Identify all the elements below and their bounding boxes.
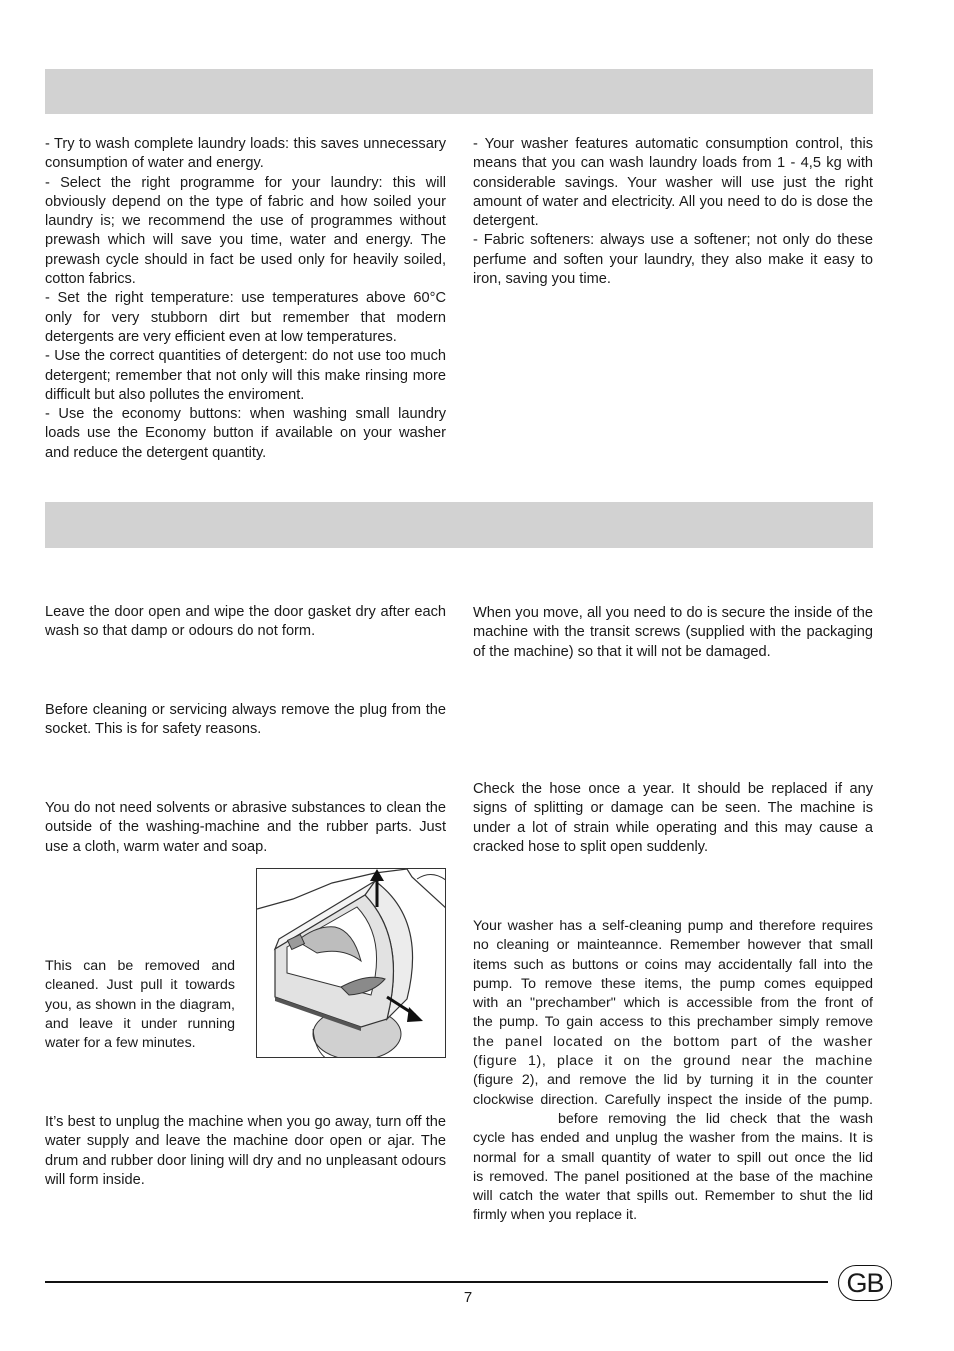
language-badge: GB [838,1265,892,1301]
pump-line: normal for a small quantity of water to spill out once the lid [473,1149,873,1166]
tip-economy: - Use the economy buttons: when washing small laundry loads use the Economy button if available on your washer and reduce the detergent quantity. [45,406,446,461]
dispenser-drawer-illustration [257,869,446,1058]
pump-line: with an "prechamber" which is accessible from the front of [473,995,873,1012]
tip-detergent: - Use the correct quantities of detergent: do not use too much detergent; remember that not only will this make rinsing more difficult but also pollutes the enviroment. [45,348,446,403]
pump-line: before removing the lid check that the wash [558,1110,873,1127]
hose-check-text: Check the hose once a year. It should be replaced if any signs of splitting or damage can be seen. The machine is under a lot of strain while operating and this may cause a cracked hose to split open suddenly. [473,781,873,855]
tip-complete-loads: - Try to wash complete laundry loads: this saves unnecessary consumption of water and energy. [45,136,446,172]
pump-line: (figure 2), and remove the lid by turning it in the counter [473,1072,873,1089]
tip-consumption-control: - Your washer features automatic consumption control, this means that you can wash laundry loads from 1 - 4,5 kg with considerable savings. Your washer will use just the right amount of water and electricity. All you need to do is dose the detergent. [473,136,873,230]
energy-tips-right [473,135,873,289]
section-header-band-2 [45,502,873,548]
pump-line: clockwise direction. Carefully inspect the inside of the pump. [473,1091,873,1108]
holiday-care-text: It’s best to unplug the machine when you go away, turn off the water supply and leave the machine door open or ajar. The drum and rubber door lining will dry and no unpleasant odours will form inside. [45,1114,446,1188]
pump-line: items such as buttons or coins may accidentally fall into the [473,956,873,973]
page-number: 7 [463,1289,473,1306]
tip-programme: - Select the right programme for your laundry: this will obviously depend on the type of fabric and how soiled your laundry is; we recommend the use of programmes without prewash which will save you time, water and energy. The prewash cycle should in fact be used only for heavily soiled, cotton fabrics. [45,174,446,288]
energy-tips-left [45,135,446,463]
pump-cleaning-text [473,917,873,1226]
pump-line: (figure 1), place it on the ground near the machine [473,1053,873,1070]
pump-line: will catch the water that spills out. Remember to shut the lid [473,1188,873,1205]
pump-line: firmly when you replace it. [473,1207,638,1224]
pump-line: cycle has ended and unplug the washer from the mains. It is [473,1130,873,1147]
moving-transit-text: When you move, all you need to do is secure the inside of the machine with the transit screws (supplied with the packaging of the machine) so that it will not be damaged. [473,605,873,660]
pump-line: the pump. To gain access to this prechamber simply remove [473,1014,873,1031]
dispenser-cleaning-text: This can be removed and cleaned. Just pull it towards you, as shown in the diagram, and leave it under running water for a few minutes. [45,958,235,1052]
pump-line: the panel located on the bottom part of the washer [473,1033,873,1050]
pump-line: Your washer has a self-cleaning pump and therefore requires [473,918,873,934]
dispenser-diagram [256,868,446,1058]
tip-softener: - Fabric softeners: always use a softener; not only do these perfume and soften your laundry, they also make it easy to iron, saving you time. [473,232,873,288]
plug-safety-text: Before cleaning or servicing always remove the plug from the socket. This is for safety reasons. [45,702,446,738]
pump-line: pump. To remove these items, the pump comes equipped [473,975,873,992]
exterior-cleaning-text: You do not need solvents or abrasive substances to clean the outside of the washing-machine and the rubber parts. Just use a cloth, warm water and soap. [45,800,446,855]
pump-line: no cleaning or mainteannce. Remember however that small [473,937,873,954]
pump-line: is removed. The panel positioned at the base of the machine [473,1168,873,1185]
tip-temperature: - Set the right temperature: use temperatures above 60°C only for very stubborn dirt but remember that modern detergents are very efficient even at low temperatures. [45,290,446,345]
section-header-band-1 [45,69,873,114]
door-care-text: Leave the door open and wipe the door gasket dry after each wash so that damp or odours do not form. [45,604,446,640]
footer-rule [45,1281,828,1283]
